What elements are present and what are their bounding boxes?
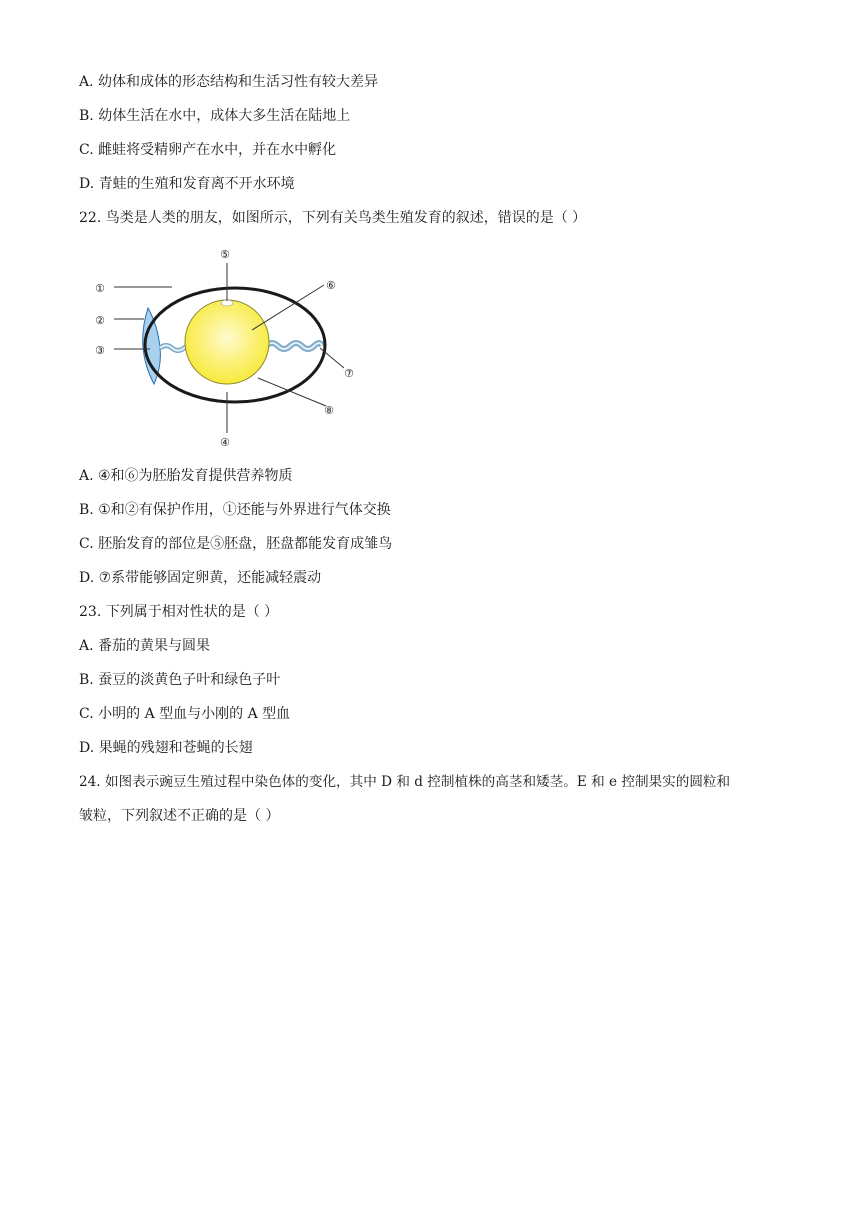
q24-stem-line1: 24. 如图表示豌豆生殖过程中染色体的变化，其中 D 和 d 控制植株的高茎和矮茎。E 和 e 控制果实的圆粒和 bbox=[79, 774, 731, 790]
q21-option-d: D. 青蛙的生殖和发育离不开水环境 bbox=[79, 176, 295, 192]
egg-yolk bbox=[185, 300, 269, 384]
q23-option-d: D. 果蝇的残翅和苍蝇的长翅 bbox=[79, 740, 253, 756]
label-5: ⑤ bbox=[220, 248, 230, 261]
q22-option-a: A. ④和⑥为胚胎发育提供营养物质 bbox=[79, 468, 293, 484]
label-1: ① bbox=[95, 282, 105, 295]
q24-stem-line2: 皱粒，下列叙述不正确的是（ ） bbox=[79, 808, 280, 824]
q22-stem: 22. 鸟类是人类的朋友，如图所示，下列有关鸟类生殖发育的叙述，错误的是（ ） bbox=[79, 210, 587, 226]
q23-option-a: A. 番茄的黄果与圆果 bbox=[79, 638, 211, 654]
label-3: ③ bbox=[95, 344, 105, 357]
q23-option-b: B. 蚕豆的淡黄色子叶和绿色子叶 bbox=[79, 672, 281, 688]
q21-option-c: C. 雌蛙将受精卵产在水中，并在水中孵化 bbox=[79, 142, 337, 158]
label-4: ④ bbox=[220, 436, 230, 449]
label-2: ② bbox=[95, 314, 105, 327]
egg-structure-svg bbox=[90, 240, 380, 455]
label-6: ⑥ bbox=[326, 279, 336, 292]
label-7: ⑦ bbox=[344, 367, 354, 380]
q21-option-a: A. 幼体和成体的形态结构和生活习性有较大差异 bbox=[79, 74, 379, 90]
q22-option-b: B. ①和②有保护作用，①还能与外界进行气体交换 bbox=[79, 502, 391, 518]
egg-structure-diagram bbox=[90, 240, 380, 455]
q22-option-d: D. ⑦系带能够固定卵黄，还能减轻震动 bbox=[79, 570, 322, 586]
q23-stem: 23. 下列属于相对性状的是（ ） bbox=[79, 604, 279, 620]
chalaza-right bbox=[266, 343, 322, 349]
q22-option-c: C. 胚胎发育的部位是⑤胚盘，胚盘都能发育成雏鸟 bbox=[79, 536, 393, 552]
q23-option-c: C. 小明的 A 型血与小刚的 A 型血 bbox=[79, 706, 291, 722]
label-8: ⑧ bbox=[324, 404, 334, 417]
q21-option-b: B. 幼体生活在水中，成体大多生活在陆地上 bbox=[79, 108, 351, 124]
